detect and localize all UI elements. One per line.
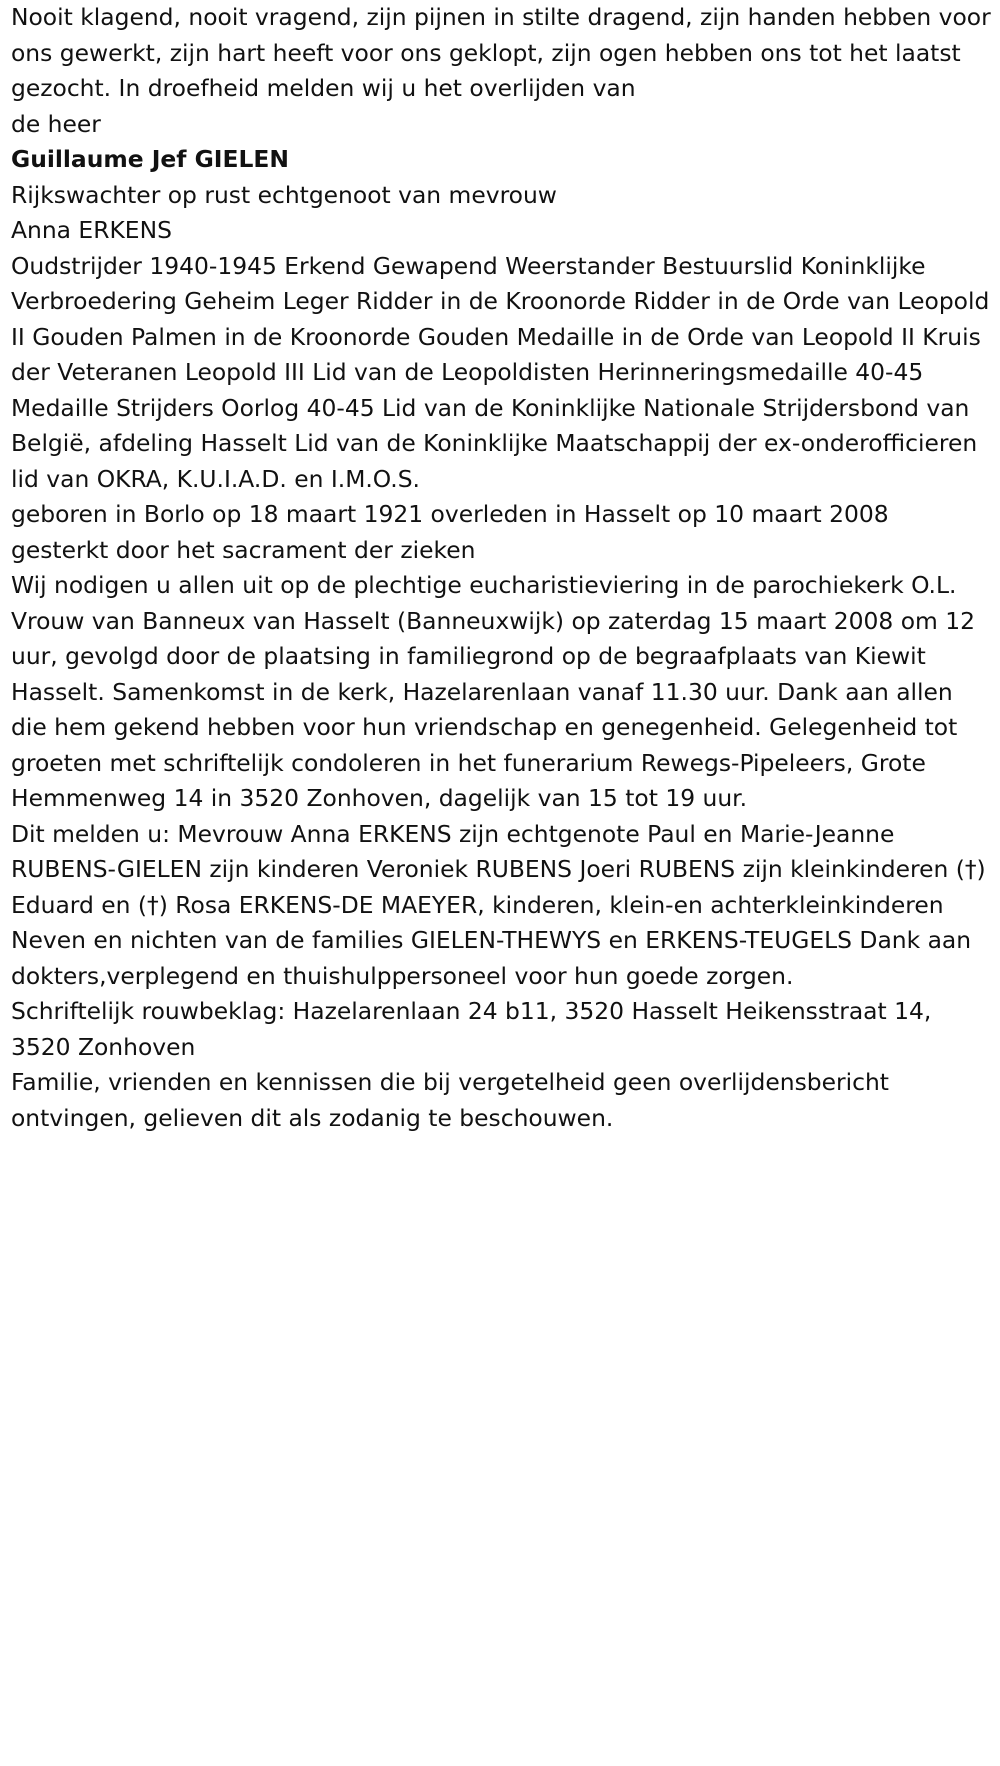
closing-paragraph: Familie, vrienden en kennissen die bij vergetelheid geen overlijdensbericht ontvingen, gelieven dit als zodanig te beschouwen.	[11, 1068, 889, 1132]
spouse-name: Anna ERKENS	[11, 216, 172, 244]
birth-death-paragraph: geboren in Borlo op 18 maart 1921 overleden in Hasselt op 10 maart 2008 gesterkt door het sacrament der zieken	[11, 500, 889, 564]
salutation: de heer	[11, 109, 101, 138]
condolence-address: Schriftelijk rouwbeklag: Hazelarenlaan 24 b11, 3520 Hasselt Heikensstraat 14, 3520 Zonhoven	[11, 997, 932, 1061]
intro-paragraph: Nooit klagend, nooit vragend, zijn pijnen in stilte dragend, zijn handen hebben voor ons gewerkt, zijn hart heeft voor ons geklopt, zijn ogen hebben ons tot het laatst gezocht. In droefheid melden wij u het overlijden van	[11, 3, 991, 102]
obituary-notice	[11, 0, 991, 1136]
deceased-title: Rijkswachter op rust echtgenoot van mevrouw	[11, 180, 557, 209]
honours-paragraph: Oudstrijder 1940-1945 Erkend Gewapend Weerstander Bestuurslid Koninklijke Verbroedering Geheim Leger Ridder in de Kroonorde Ridder in de Orde van Leopold II Gouden Palmen in de Kroonorde Gouden Medaille in de Orde van Leopold II Kruis der Veteranen Leopold III Lid van de Leopoldisten Herinneringsmedaille 40-45 Medaille Strijders Oorlog 40-45 Lid van de Koninklijke Nationale Strijdersbond van België, afdeling Hasselt Lid van de Koninklijke Maatschappij der ex-onderofficieren lid van OKRA, K.U.I.A.D. en I.M.O.S.	[11, 251, 990, 493]
service-paragraph: Wij nodigen u allen uit op de plechtige eucharistieviering in de parochiekerk O.L. Vrouw van Banneux van Hasselt (Banneuxwijk) op zaterdag 15 maart 2008 om 12 uur, gevolgd door de plaatsing in familiegrond op de begraafplaats van Kiewit Hasselt. Samenkomst in de kerk, Hazelarenlaan vanaf 11.30 uur. Dank aan allen die hem gekend hebben voor hun vriendschap en genegenheid. Gelegenheid tot groeten met schriftelijk condoleren in het funerarium Rewegs-Pipeleers, Grote Hemmenweg 14 in 3520 Zonhoven, dagelijk van 15 tot 19 uur.	[11, 571, 976, 812]
deceased-name: Guillaume Jef GIELEN	[11, 145, 289, 173]
family-paragraph: Dit melden u: Mevrouw Anna ERKENS zijn echtgenote Paul en Marie-Jeanne RUBENS-GIELEN zijn kinderen Veroniek RUBENS Joeri RUBENS zijn kleinkinderen (†) Eduard en (†) Rosa ERKENS-DE MAEYER, kinderen, klein-en achterkleinkinderen Neven en nichten van de families GIELEN-THEWYS en ERKENS-TEUGELS Dank aan dokters,verplegend en thuishulppersoneel voor hun goede zorgen.	[11, 819, 986, 990]
